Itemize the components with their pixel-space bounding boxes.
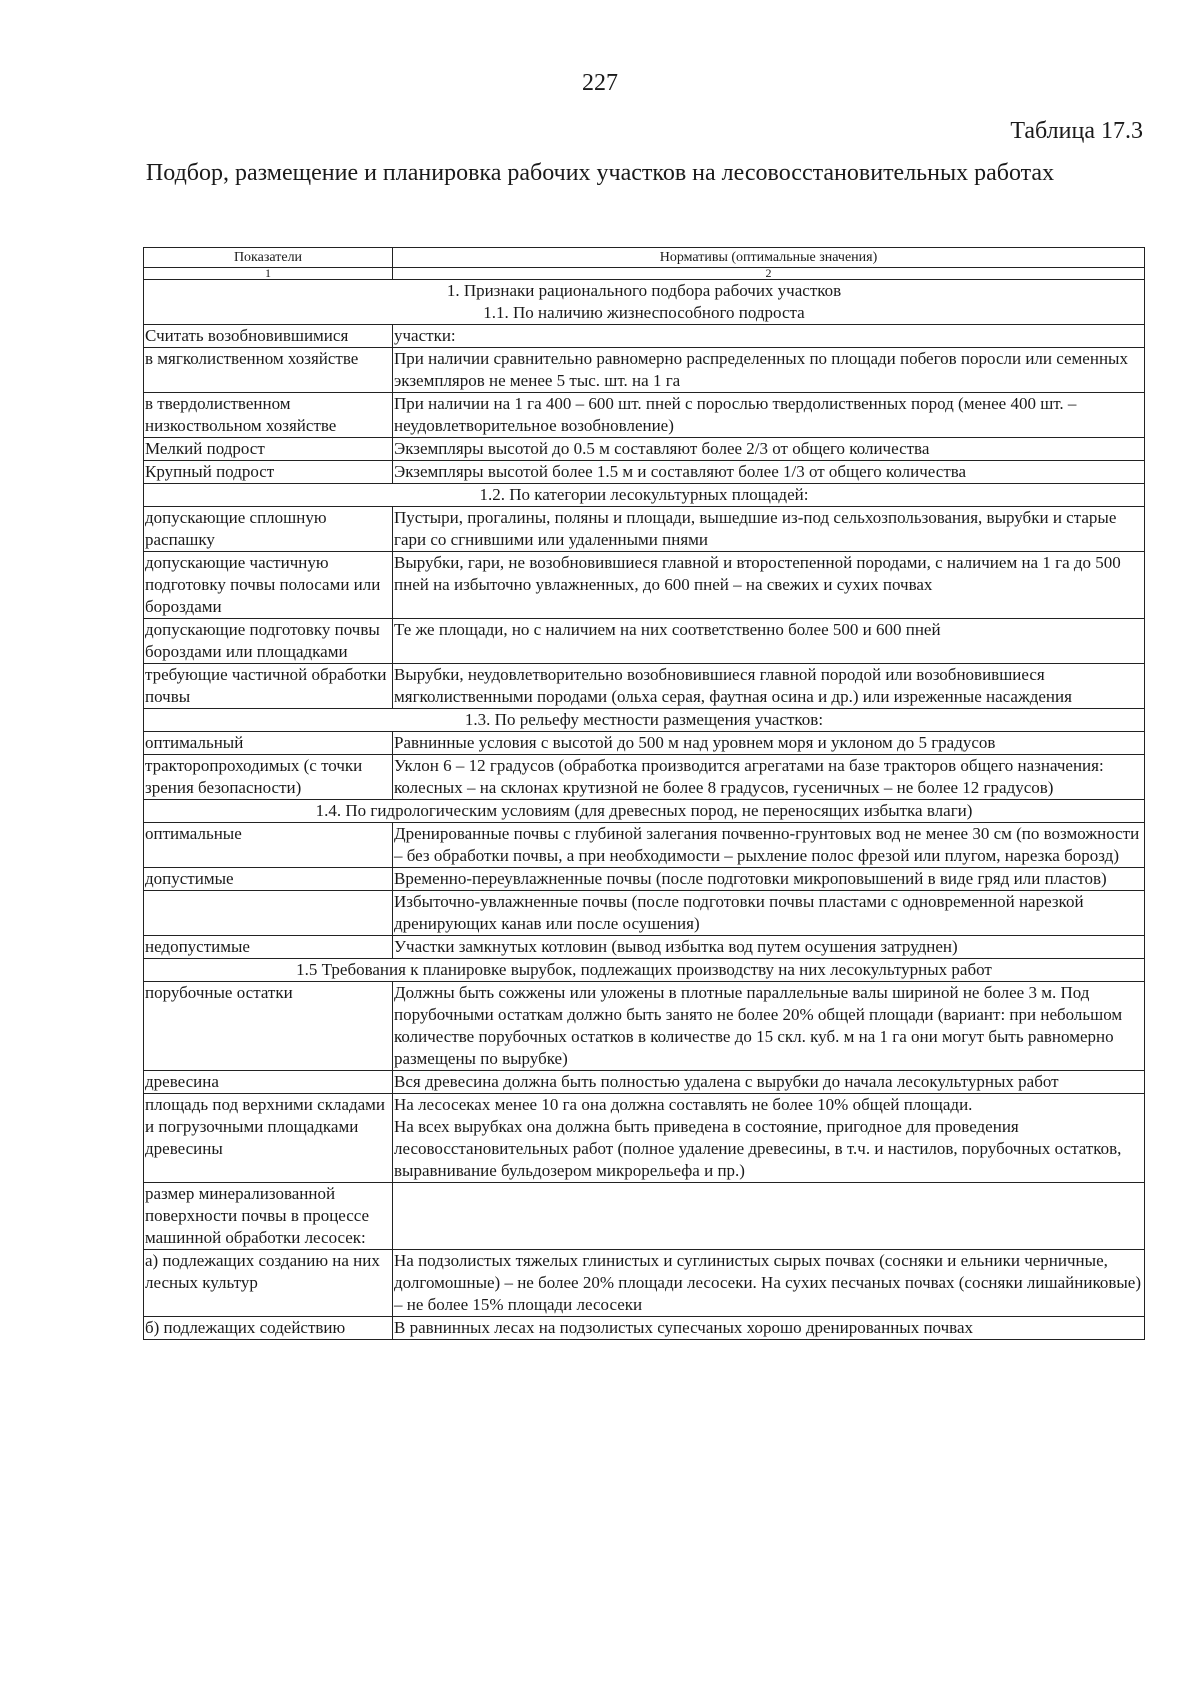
norm-cell: Вся древесина должна быть полностью удалена с вырубки до начала лесокультурных работ — [393, 1071, 1145, 1094]
table-row — [144, 1183, 1145, 1250]
table-row — [144, 461, 1145, 484]
norm-cell: Должны быть сожжены или уложены в плотные параллельные валы шириной не более 3 м. Под порубочными остаткам должно быть занято не более 20% общей площади (вариант: при небольшом количестве порубочных остатков в количестве до 15 скл. куб. м на 1 га они могут быть равномерно размещены по вырубке) — [393, 982, 1145, 1071]
table-row — [144, 619, 1145, 664]
section-1-title: 1. Признаки рационального подбора рабочих участков — [446, 281, 842, 300]
table-label: Таблица 17.3 — [1010, 118, 1143, 144]
indicator-cell: а) подлежащих созданию на них лесных культур — [144, 1250, 393, 1317]
section-header-row — [144, 484, 1145, 507]
header-indicators: Показатели — [144, 248, 393, 268]
indicator-cell: в твердолиственном низкоствольном хозяйстве — [144, 393, 393, 438]
indicator-cell: древесина — [144, 1071, 393, 1094]
norm-cell: На лесосеках менее 10 га она должна составлять не более 10% общей площади. На всех вырубках она должна быть приведена в состояние, пригодное для проведения лесовосстановительных работ (полное удаление древесины, в т.ч. и настилов, порубочных остатков, выравнивание бульдозером микрорельефа и пр.) — [393, 1094, 1145, 1183]
table-row — [144, 1071, 1145, 1094]
table-row — [144, 552, 1145, 619]
norms-table — [143, 247, 1145, 1340]
indicator-cell: допускающие частичную подготовку почвы полосами или бороздами — [144, 552, 393, 619]
section-header-row — [144, 709, 1145, 732]
table-row — [144, 936, 1145, 959]
indicator-cell: Крупный подрост — [144, 461, 393, 484]
indicator-cell: порубочные остатки — [144, 982, 393, 1071]
section-1-5-title: 1.5 Требования к планировке вырубок, подлежащих производству на них лесокультурных работ — [144, 959, 1145, 982]
indicator-cell: допускающие сплошную распашку — [144, 507, 393, 552]
section-1-3-title: 1.3. По рельефу местности размещения участков: — [144, 709, 1145, 732]
header-norms: Нормативы (оптимальные значения) — [393, 248, 1145, 268]
table-row — [144, 393, 1145, 438]
section-header-row — [144, 280, 1145, 325]
table-row — [144, 1094, 1145, 1183]
norm-cell: Вырубки, неудовлетворительно возобновившиеся главной породой или возобновившиеся мягколиственными породами (ольха серая, фаутная осина и др.) или изреженные насаждения — [393, 664, 1145, 709]
indicator-cell: площадь под верхними складами и погрузочными площадками древесины — [144, 1094, 393, 1183]
section-1-2-title: 1.2. По категории лесокультурных площадей: — [144, 484, 1145, 507]
norm-cell: Те же площади, но с наличием на них соответственно более 500 и 600 пней — [393, 619, 1145, 664]
column-number-row — [144, 268, 1145, 280]
table-row — [144, 1250, 1145, 1317]
indicator-cell: размер минерализованной поверхности почвы в процессе машинной обработки лесосек: — [144, 1183, 393, 1250]
section-header-row — [144, 800, 1145, 823]
table-row — [144, 1317, 1145, 1340]
intro-row — [144, 325, 1145, 348]
column-number-1: 1 — [144, 268, 393, 280]
column-number-2: 2 — [393, 268, 1145, 280]
norm-cell: Экземпляры высотой до 0.5 м составляют более 2/3 от общего количества — [393, 438, 1145, 461]
indicator-cell: оптимальные — [144, 823, 393, 868]
indicator-cell: б) подлежащих содействию — [144, 1317, 393, 1340]
indicator-cell — [144, 891, 393, 936]
table-row — [144, 438, 1145, 461]
norm-cell: При наличии сравнительно равномерно распределенных по площади побегов поросли или семенных экземпляров не менее 5 тыс. шт. на 1 га — [393, 348, 1145, 393]
norm-cell: Равнинные условия с высотой до 500 м над уровнем моря и уклоном до 5 градусов — [393, 732, 1145, 755]
table-row — [144, 755, 1145, 800]
page-number: 227 — [582, 70, 618, 96]
section-1-1-title: 1.1. По наличию жизнеспособного подроста — [483, 303, 805, 322]
norm-cell: Временно-переувлажненные почвы (после подготовки микроповышений в виде гряд или пластов) — [393, 868, 1145, 891]
norm-cell: Вырубки, гари, не возобновившиеся главной и второстепенной породами, с наличием на 1 га до 500 пней на избыточно увлажненных, до 600 пней – на свежих и сухих почвах — [393, 552, 1145, 619]
table-row — [144, 891, 1145, 936]
norm-cell: При наличии на 1 га 400 – 600 шт. пней с порослью твердолиственных пород (менее 400 шт. – неудовлетворительное возобновление) — [393, 393, 1145, 438]
table-header-row — [144, 248, 1145, 268]
indicator-cell: допускающие подготовку почвы бороздами или площадками — [144, 619, 393, 664]
table-row — [144, 982, 1145, 1071]
indicator-cell: оптимальный — [144, 732, 393, 755]
norm-cell: Пустыри, прогалины, поляны и площади, вышедшие из-под сельхозпользования, вырубки и старые гари со сгнившими или удаленными пнями — [393, 507, 1145, 552]
indicator-cell: тракторопроходимых (с точки зрения безопасности) — [144, 755, 393, 800]
table-row — [144, 664, 1145, 709]
indicator-cell: требующие частичной обработки почвы — [144, 664, 393, 709]
table-row — [144, 732, 1145, 755]
norm-cell: Экземпляры высотой более 1.5 м и составляют более 1/3 от общего количества — [393, 461, 1145, 484]
table-row — [144, 868, 1145, 891]
indicator-cell: допустимые — [144, 868, 393, 891]
table-title: Подбор, размещение и планировка рабочих участков на лесовосстановительных работах — [145, 160, 1055, 186]
section-header-row — [144, 959, 1145, 982]
intro-left: Считать возобновившимися — [144, 325, 393, 348]
section-1-4-title: 1.4. По гидрологическим условиям (для древесных пород, не переносящих избытка влаги) — [144, 800, 1145, 823]
section-title — [144, 280, 1145, 325]
table-row — [144, 348, 1145, 393]
table-row — [144, 823, 1145, 868]
intro-right: участки: — [393, 325, 1145, 348]
norm-cell — [393, 1183, 1145, 1250]
table-row — [144, 507, 1145, 552]
norm-cell: В равнинных лесах на подзолистых супесчаных хорошо дренированных почвах — [393, 1317, 1145, 1340]
norm-cell: Уклон 6 – 12 градусов (обработка производится агрегатами на базе тракторов общего назначения: колесных – на склонах крутизной не более 8 градусов, гусеничных – не более 12 градусов) — [393, 755, 1145, 800]
indicator-cell: в мягколиственном хозяйстве — [144, 348, 393, 393]
norm-cell: Дренированные почвы с глубиной залегания почвенно-грунтовых вод не менее 30 см (по возможности – без обработки почвы, а при необходимости – рыхление полос фрезой или плугом, нарезка борозд) — [393, 823, 1145, 868]
indicator-cell: недопустимые — [144, 936, 393, 959]
indicator-cell: Мелкий подрост — [144, 438, 393, 461]
norm-cell: Избыточно-увлажненные почвы (после подготовки почвы пластами с одновременной нарезкой дренирующих канав или после осушения) — [393, 891, 1145, 936]
norm-cell: Участки замкнутых котловин (вывод избытка вод путем осушения затруднен) — [393, 936, 1145, 959]
norm-cell: На подзолистых тяжелых глинистых и суглинистых сырых почвах (сосняки и ельники черничные, долгомошные) – не более 20% площади лесосеки. На сухих песчаных почвах (сосняки лишайниковые) – не более 15% площади лесосеки — [393, 1250, 1145, 1317]
